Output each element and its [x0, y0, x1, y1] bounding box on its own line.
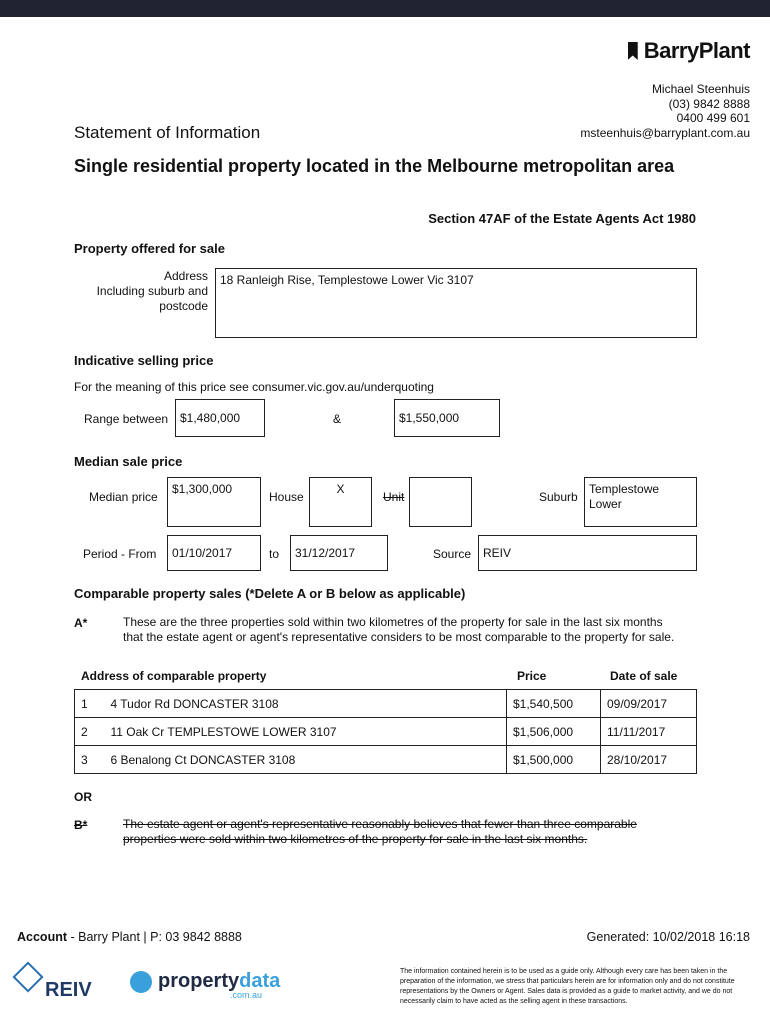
reiv-logo-text: REIV	[45, 979, 92, 1001]
suburb-label: Suburb	[539, 490, 578, 504]
or-divider: OR	[74, 790, 92, 804]
median-price-field[interactable]: $1,300,000	[167, 477, 261, 527]
agent-phone: (03) 9842 8888	[668, 96, 750, 111]
row-date: 28/10/2017	[601, 746, 697, 774]
period-from-field[interactable]: 01/10/2017	[167, 535, 261, 571]
row-price: $1,540,500	[507, 690, 601, 718]
account-details: - Barry Plant | P: 03 9842 8888	[67, 930, 242, 944]
col-address-header: Address of comparable property	[81, 669, 267, 683]
table-row	[75, 718, 697, 746]
row-address: 11 Oak Cr TEMPLESTOWE LOWER 3107	[105, 718, 507, 746]
propertydata-main: property	[158, 970, 240, 992]
agent-email[interactable]: msteenhuis@barryplant.com.au	[580, 125, 750, 140]
table-row	[75, 690, 697, 718]
logo-text: BarryPlant	[643, 38, 750, 63]
table-row	[75, 746, 697, 774]
range-and: &	[333, 412, 342, 426]
address-field[interactable]: 18 Ranleigh Rise, Templestowe Lower Vic 3107	[215, 268, 697, 338]
account-label: Account	[17, 930, 67, 944]
section-reference: Section 47AF of the Estate Agents Act 1980	[428, 211, 696, 226]
account-info	[17, 930, 242, 944]
address-label-line: postcode	[159, 299, 208, 313]
row-date: 11/11/2017	[601, 718, 697, 746]
range-label: Range between	[84, 412, 169, 426]
range-low-field[interactable]: $1,480,000	[175, 399, 265, 437]
agent-mobile: 0400 499 601	[676, 111, 750, 125]
propertydata-icon	[130, 971, 152, 993]
disclaimer: The information contained herein is to be used as a guide only. Although every care has been taken in the preparation of the information, we stress that particulars herein are for information only and do not constitute representations by the Owners or Agent. Sales data is provided as a guide to market activity, and we do not necessarily claim to have acted as the selling agent in these transactions.	[400, 968, 735, 1005]
suburb-field[interactable]: Templestowe Lower	[584, 477, 697, 527]
source-label: Source	[433, 547, 472, 561]
unit-label: Unit	[383, 490, 405, 504]
address-label-line: Including suburb and	[96, 284, 208, 298]
barry-plant-logo	[628, 38, 750, 64]
col-price-header: Price	[517, 669, 547, 683]
generated-timestamp: Generated: 10/02/2018 16:18	[586, 930, 750, 944]
period-to-label: to	[269, 547, 280, 561]
source-field[interactable]: REIV	[478, 535, 697, 571]
median-price-label: Median price	[89, 490, 158, 504]
row-price: $1,506,000	[507, 718, 601, 746]
reiv-star-icon	[12, 961, 43, 992]
propertydata-domain: .com.au	[230, 990, 263, 1000]
indicative-heading: Indicative selling price	[74, 353, 214, 368]
option-a-text: These are the three properties sold within two kilometres of the property for sale in the last six months that the estate agent or agent's representative considers to be most comparable to the property for sale.	[123, 615, 675, 644]
property-heading: Property offered for sale	[74, 241, 225, 256]
house-field[interactable]: X	[309, 477, 372, 527]
range-high-field[interactable]: $1,550,000	[394, 399, 500, 437]
top-bar	[0, 0, 770, 17]
address-label-line: Address	[163, 269, 208, 283]
agent-contact	[580, 82, 750, 140]
address-label	[97, 269, 208, 314]
period-to-field[interactable]: 31/12/2017	[290, 535, 388, 571]
page-title: Single residential property located in the Melbourne metropolitan area	[74, 156, 675, 176]
comparable-table	[74, 689, 697, 774]
agent-name: Michael Steenhuis	[651, 82, 750, 96]
propertydata-accent: data	[239, 970, 281, 992]
reiv-logo	[17, 966, 92, 1002]
statement-title: Statement of Information	[74, 123, 261, 142]
option-a-label: A*	[74, 616, 88, 630]
row-number: 2	[75, 718, 105, 746]
house-label: House	[269, 490, 304, 504]
option-b-text: The estate agent or agent's representative reasonably believes that fewer than three comparable properties were sold within two kilometres of the property for sale in the last six months.	[123, 817, 637, 846]
flag-icon	[628, 42, 638, 60]
unit-field[interactable]	[409, 477, 472, 527]
period-label: Period - From	[83, 547, 157, 561]
median-heading: Median sale price	[74, 454, 183, 469]
option-b-label: B*	[74, 818, 88, 832]
indicative-note: For the meaning of this price see consumer.vic.gov.au/underquoting	[74, 380, 434, 394]
row-address: 6 Benalong Ct DONCASTER 3108	[105, 746, 507, 774]
col-date-header: Date of sale	[610, 669, 678, 683]
row-address: 4 Tudor Rd DONCASTER 3108	[105, 690, 507, 718]
row-number: 3	[75, 746, 105, 774]
propertydata-logo	[130, 970, 281, 1000]
row-number: 1	[75, 690, 105, 718]
row-date: 09/09/2017	[601, 690, 697, 718]
row-price: $1,500,000	[507, 746, 601, 774]
comparable-heading: Comparable property sales (*Delete A or B below as applicable)	[74, 586, 466, 601]
